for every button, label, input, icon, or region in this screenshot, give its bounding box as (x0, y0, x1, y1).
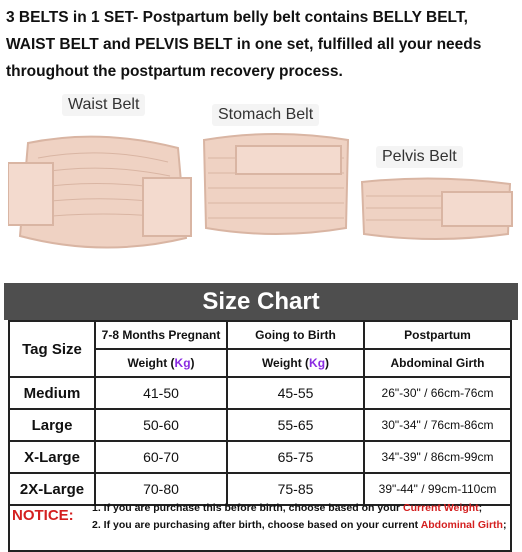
birth-weight-cell: 75-85 (227, 473, 364, 505)
abdominal-girth-subheader: Abdominal Girth (364, 349, 511, 377)
size-cell: X-Large (9, 441, 95, 473)
girth-cell: 39"-44" / 99cm-110cm (364, 473, 511, 505)
size-chart-title: Size Chart (4, 283, 518, 320)
waist-belt-label: Waist Belt (62, 94, 145, 116)
size-cell: 2X-Large (9, 473, 95, 505)
birth-weight-cell: 45-55 (227, 377, 364, 409)
pregnant-weight-cell: 70-80 (95, 473, 227, 505)
pelvis-belt-label: Pelvis Belt (376, 146, 463, 168)
col-postpartum-header: Postpartum (364, 321, 511, 349)
pelvis-belt-image (352, 172, 520, 252)
notice-label: NOTICE: (12, 507, 74, 524)
stomach-belt-label: Stomach Belt (212, 104, 319, 126)
birth-weight-cell: 55-65 (227, 409, 364, 441)
pregnant-weight-cell: 50-60 (95, 409, 227, 441)
headline-text: 3 BELTS in 1 SET- Postpartum belly belt contains BELLY BELT, WAIST BELT and PELVIS BELT in one set, fulfilled all your needs throughout the postpartum recovery process. (6, 9, 482, 80)
girth-cell: 30"-34" / 76cm-86cm (364, 409, 511, 441)
pregnant-weight-cell: 60-70 (95, 441, 227, 473)
table-row (9, 409, 511, 441)
pregnant-weight-cell: 41-50 (95, 377, 227, 409)
weight-subheader-birth: Weight (Kg) (227, 349, 364, 377)
size-chart (4, 283, 518, 533)
product-photos (0, 90, 522, 275)
notice-line-1: 1. If you are purchase this before birth, choose based on your Current Weight; (92, 502, 483, 514)
size-cell: Large (9, 409, 95, 441)
weight-subheader-pregnant: Weight (Kg) (95, 349, 227, 377)
notice-text (92, 500, 506, 534)
size-cell: Medium (9, 377, 95, 409)
waist-belt-image (8, 118, 193, 268)
table-row (9, 377, 511, 409)
col-pregnant-header: 7-8 Months Pregnant (95, 321, 227, 349)
birth-weight-cell: 65-75 (227, 441, 364, 473)
table-row (9, 441, 511, 473)
col-birth-header: Going to Birth (227, 321, 364, 349)
girth-cell: 26"-30" / 66cm-76cm (364, 377, 511, 409)
stomach-belt-image (196, 128, 356, 243)
girth-cell: 34"-39" / 86cm-99cm (364, 441, 511, 473)
tag-size-header: Tag Size (9, 321, 95, 377)
notice-line-2: 2. If you are purchasing after birth, choose based on your current Abdominal Girth; (92, 519, 507, 531)
